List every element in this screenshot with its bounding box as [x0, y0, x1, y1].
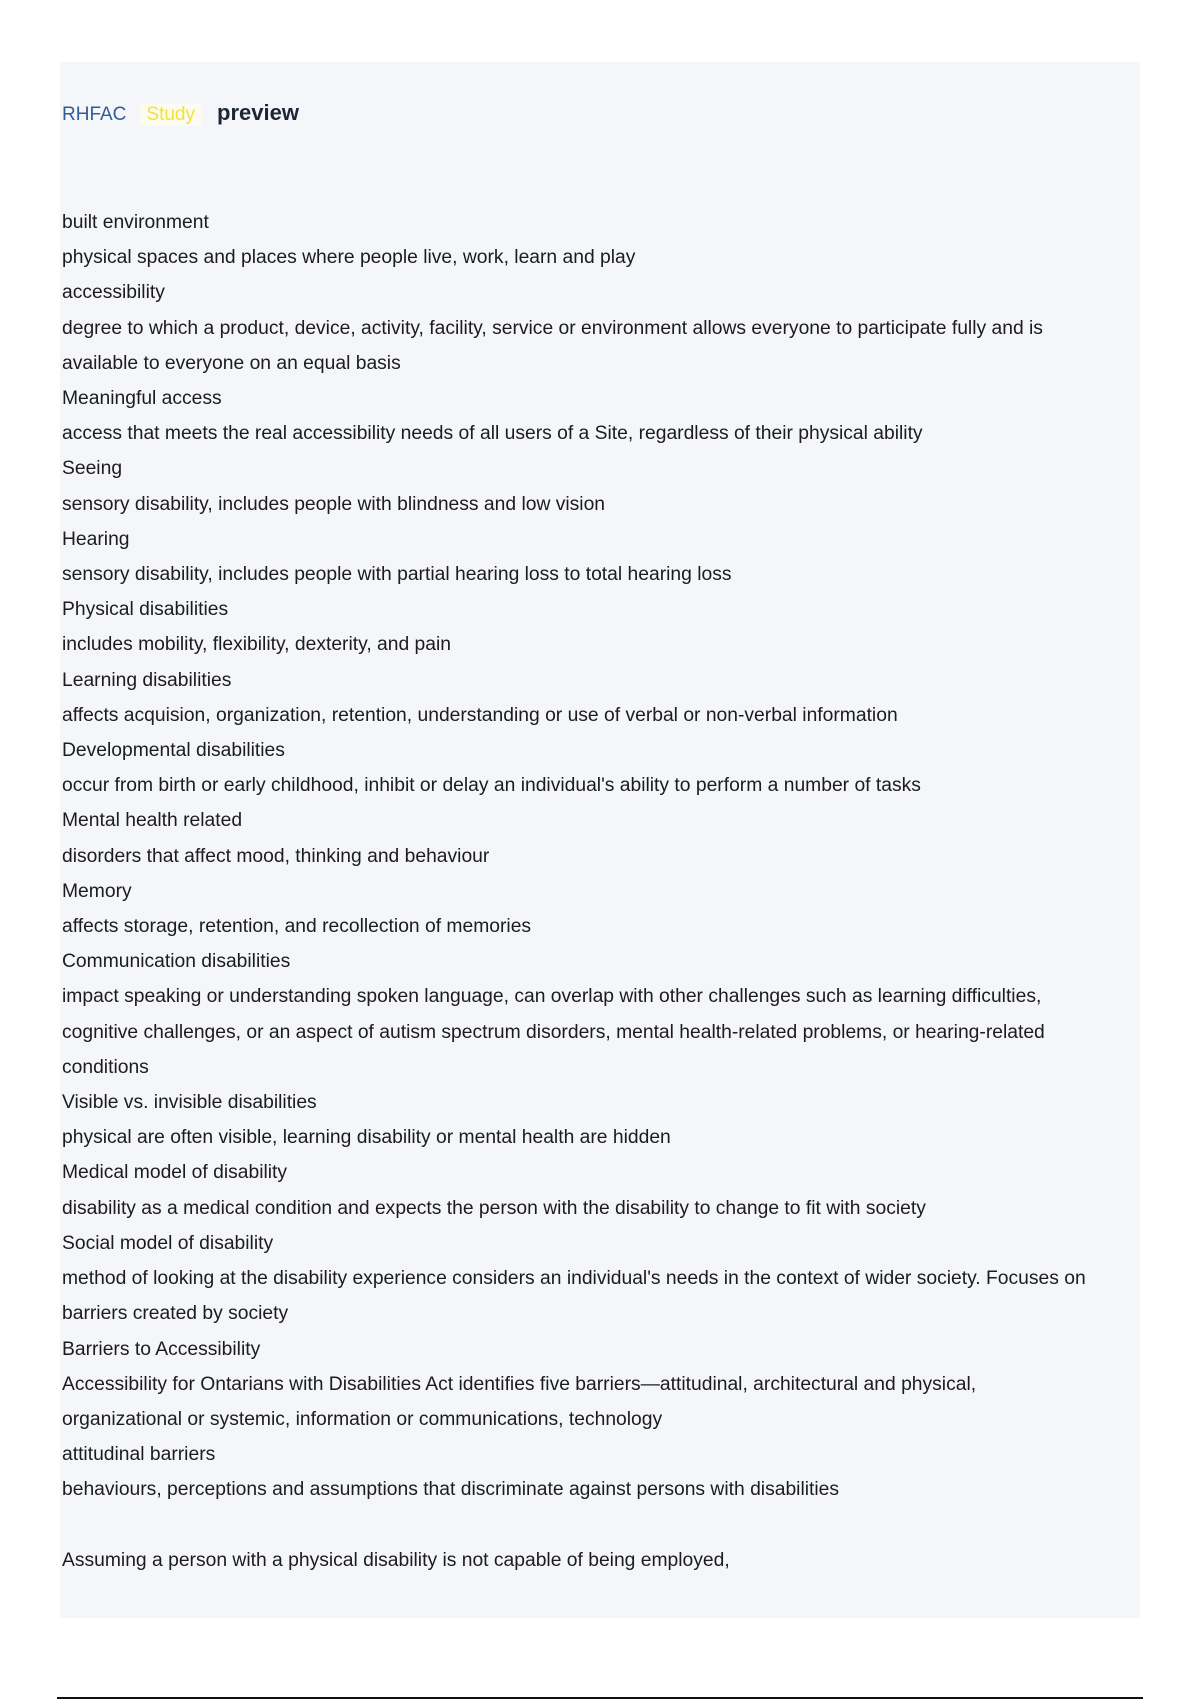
term: Hearing — [62, 528, 130, 550]
footer-divider — [57, 1697, 1143, 1699]
definition: impact speaking or understanding spoken language, can overlap with other challenges such as learning difficulties, cognitive challenges, or an aspect of autism spectrum disorders, mental health-related problems, or hearing-related conditions — [62, 986, 1045, 1078]
study-label: Study — [140, 104, 201, 126]
term: Medical model of disability — [62, 1162, 288, 1184]
term: Barriers to Accessibility — [62, 1338, 261, 1360]
term: Memory — [62, 880, 132, 902]
preview-title: preview — [217, 100, 299, 125]
definition: access that meets the real accessibility needs of all users of a Site, regardless of their physical ability — [62, 423, 923, 445]
definition: affects storage, retention, and recollection of memories — [62, 916, 532, 938]
definition: disability as a medical condition and expects the person with the disability to change to fit with society — [62, 1197, 926, 1219]
definition: includes mobility, flexibility, dexterity, and pain — [62, 634, 452, 656]
term: accessibility — [62, 282, 165, 304]
definition: occur from birth or early childhood, inhibit or delay an individual's ability to perform a number of tasks — [62, 775, 921, 797]
definition: behaviours, perceptions and assumptions that discriminate against persons with disabilities — [62, 1479, 840, 1501]
terms-list — [62, 205, 1122, 1578]
document-header — [62, 100, 299, 126]
term: built environment — [62, 212, 209, 233]
definition: disorders that affect mood, thinking and behaviour — [62, 845, 490, 867]
term: attitudinal barriers — [62, 1444, 216, 1466]
term: Seeing — [62, 458, 123, 480]
term: Meaningful access — [62, 388, 222, 410]
example-text: Assuming a person with a physical disability is not capable of being employed, — [62, 1549, 730, 1571]
term: Social model of disability — [62, 1232, 274, 1254]
definition: physical spaces and places where people live, work, learn and play — [62, 247, 636, 269]
definition: physical are often visible, learning disability or mental health are hidden — [62, 1127, 671, 1149]
definition: Accessibility for Ontarians with Disabilities Act identifies five barriers—attitudinal, architectural and physical, organizational or systemic, information or communications, technology — [62, 1373, 977, 1430]
definition: method of looking at the disability experience considers an individual's needs in the context of wider society. Focuses on barriers created by society — [62, 1268, 1086, 1325]
term: Physical disabilities — [62, 599, 229, 621]
definition: affects acquision, organization, retention, understanding or use of verbal or non-verbal information — [62, 704, 898, 726]
definition: degree to which a product, device, activity, facility, service or environment allows everyone to participate fully and is available to everyone on an equal basis — [62, 317, 1043, 374]
definition: sensory disability, includes people with partial hearing loss to total hearing loss — [62, 564, 732, 586]
definition: sensory disability, includes people with blindness and low vision — [62, 493, 606, 515]
term: Learning disabilities — [62, 669, 232, 691]
term: Mental health related — [62, 810, 243, 832]
brand-label: RHFAC — [62, 104, 127, 125]
term: Communication disabilities — [62, 951, 291, 973]
term: Visible vs. invisible disabilities — [62, 1092, 317, 1114]
blank-line — [62, 1508, 1122, 1543]
term: Developmental disabilities — [62, 740, 285, 762]
